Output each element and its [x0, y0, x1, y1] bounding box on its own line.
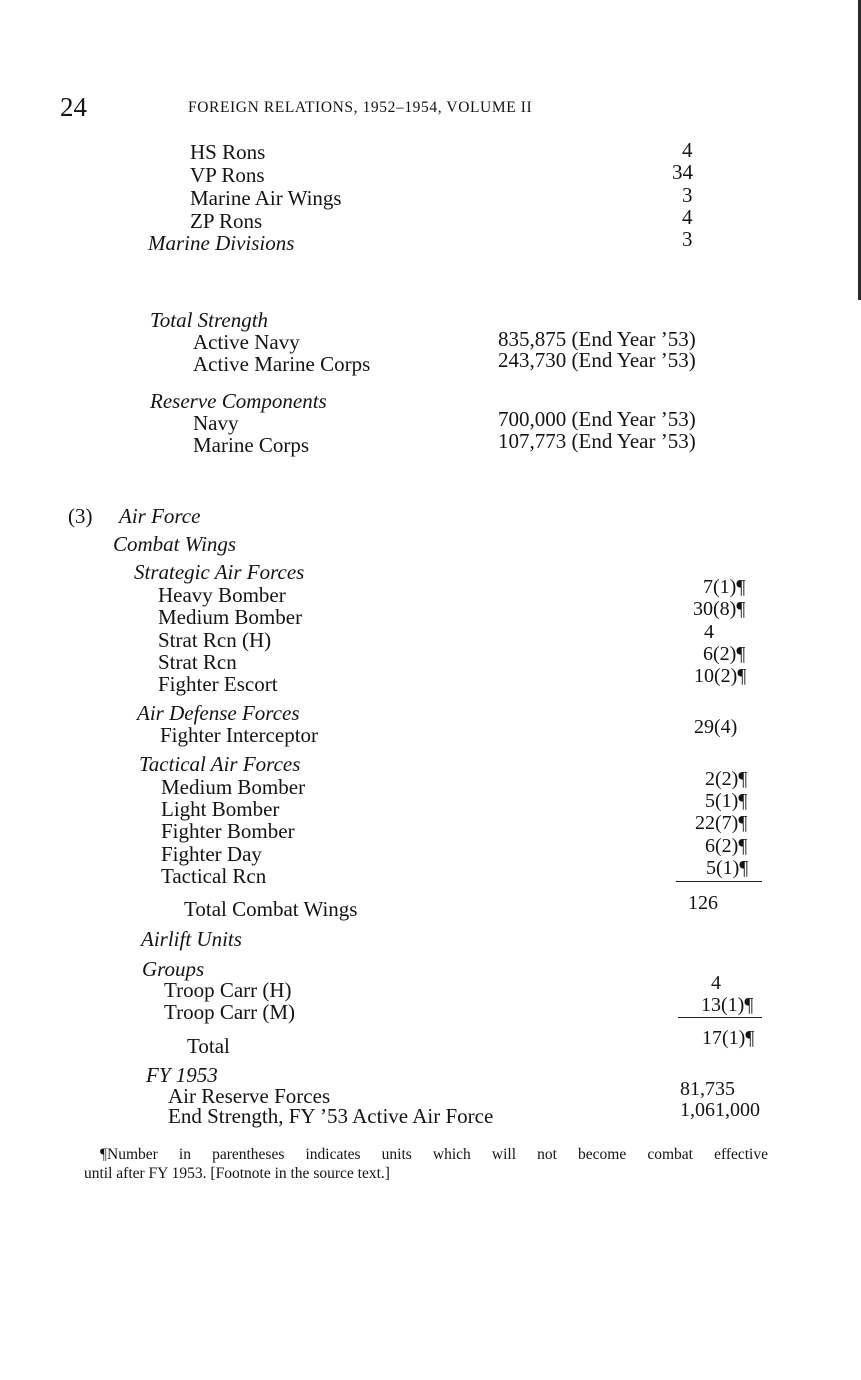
subsection-heading: Combat Wings: [113, 532, 237, 556]
wing-label: Fighter Escort: [158, 672, 278, 696]
reserve-label: Marine Corps: [193, 433, 310, 457]
wing-value: 22(7)¶: [695, 812, 748, 834]
unit-label: ZP Rons: [190, 209, 263, 233]
wing-value: 5(1)¶: [706, 857, 749, 879]
wing-value: 7(1)¶: [703, 576, 746, 598]
group-label: Troop Carr (M): [164, 1000, 296, 1024]
wing-label: Fighter Bomber: [161, 819, 295, 843]
total-value: 126: [688, 892, 718, 914]
wing-label: Strat Rcn (H): [158, 628, 272, 652]
group-value: 4: [711, 972, 721, 994]
group-heading: Tactical Air Forces: [139, 752, 301, 776]
fy-label: Air Reserve Forces: [168, 1084, 331, 1108]
total-label: Total: [187, 1034, 230, 1058]
wing-label: Fighter Day: [161, 842, 262, 866]
wing-label: Heavy Bomber: [158, 583, 286, 607]
wing-label: Strat Rcn: [158, 650, 237, 674]
subsection-heading: Airlift Units: [141, 927, 242, 951]
total-label: Total Combat Wings: [184, 897, 358, 921]
unit-value: 3: [682, 227, 693, 251]
unit-label: VP Rons: [190, 163, 265, 187]
unit-value: 4: [682, 138, 693, 162]
group-heading: FY 1953: [146, 1063, 218, 1087]
wing-value: 30(8)¶: [693, 598, 746, 620]
strength-value: 835,875 (End Year ’53): [498, 327, 696, 351]
footnote: [84, 1146, 768, 1183]
wing-label: Fighter Interceptor: [160, 723, 319, 747]
unit-value: 3: [682, 183, 693, 207]
fy-value: 81,735: [680, 1078, 735, 1100]
wing-label: Medium Bomber: [161, 775, 306, 799]
unit-label: HS Rons: [190, 140, 266, 164]
section-heading: Reserve Components: [150, 389, 327, 413]
strength-value: 243,730 (End Year ’53): [498, 348, 696, 372]
unit-value: 4: [682, 205, 693, 229]
unit-label: Marine Air Wings: [190, 186, 342, 210]
footnote-line: ¶Number in parentheses indicates units which will not become combat effective: [100, 1146, 768, 1163]
wing-label: Tactical Rcn: [161, 864, 267, 888]
wing-value: 29(4): [694, 716, 738, 738]
sum-rule: [676, 881, 762, 882]
sum-rule: [678, 1017, 762, 1018]
fy-label: End Strength, FY ’53 Active Air Force: [168, 1104, 494, 1128]
section-heading: Marine Divisions: [148, 231, 295, 255]
group-heading: Air Defense Forces: [137, 701, 300, 725]
wing-label: Medium Bomber: [158, 605, 303, 629]
reserve-label: Navy: [193, 411, 239, 435]
group-heading: Groups: [142, 957, 205, 981]
running-title: FOREIGN RELATIONS, 1952–1954, VOLUME II: [188, 99, 533, 116]
wing-value: 10(2)¶: [694, 665, 747, 687]
reserve-value: 700,000 (End Year ’53): [498, 407, 696, 431]
total-value: 17(1)¶: [702, 1027, 755, 1049]
unit-value: 34: [672, 160, 693, 184]
wing-value: 4: [704, 621, 714, 643]
strength-label: Active Navy: [193, 330, 300, 354]
wing-value: 6(2)¶: [703, 643, 746, 665]
section-heading: Air Force: [119, 504, 201, 528]
group-value: 13(1)¶: [701, 994, 754, 1016]
wing-value: 2(2)¶: [705, 768, 748, 790]
wing-label: Light Bomber: [161, 797, 280, 821]
section-heading: Total Strength: [150, 308, 269, 332]
group-heading: Strategic Air Forces: [134, 560, 305, 584]
section-number: (3): [68, 504, 93, 528]
fy-value: 1,061,000: [680, 1099, 760, 1121]
footnote-line: until after FY 1953. [Footnote in the source text.]: [84, 1164, 390, 1182]
group-label: Troop Carr (H): [164, 978, 292, 1002]
page-number: 24: [60, 92, 87, 122]
wing-value: 5(1)¶: [705, 790, 748, 812]
strength-label: Active Marine Corps: [193, 352, 371, 376]
wing-value: 6(2)¶: [705, 835, 748, 857]
reserve-value: 107,773 (End Year ’53): [498, 429, 696, 453]
